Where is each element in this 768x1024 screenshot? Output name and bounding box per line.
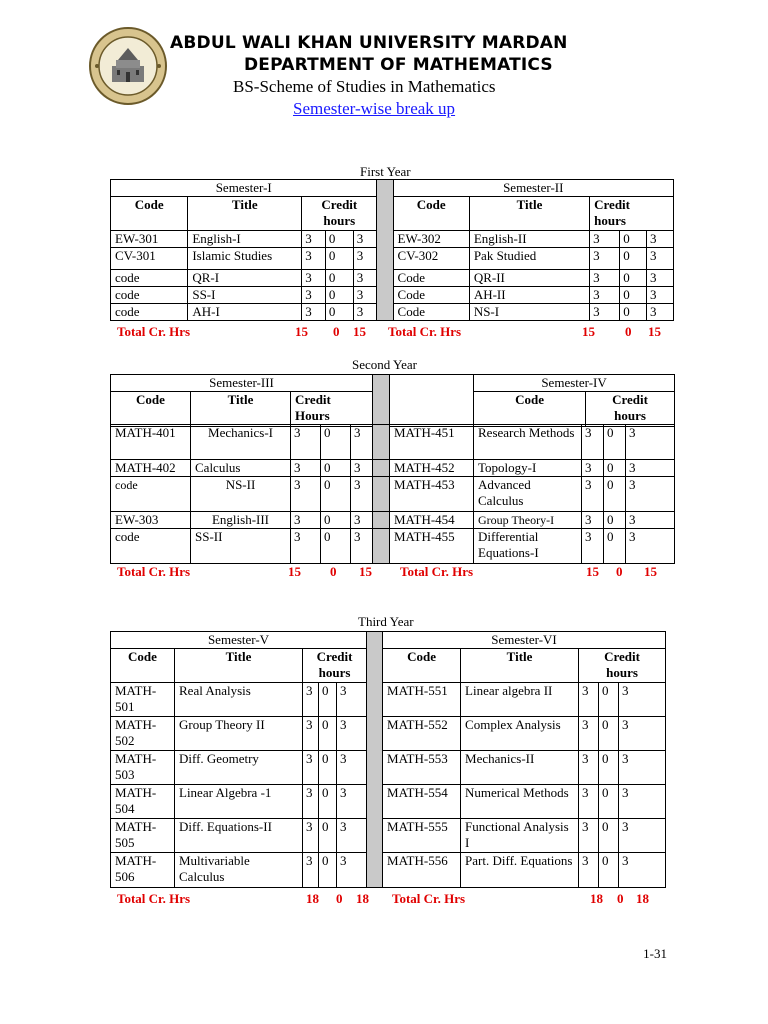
semester-header: Semester-VI: [383, 632, 666, 649]
table-row: EW-303 English-III 3 0 3 MATH-454 Group Theory-I 3 0 3: [111, 512, 675, 529]
title-header: Title: [191, 392, 291, 427]
schedule-table-first-year: [110, 179, 674, 321]
schedule-table-third-year: [110, 631, 666, 888]
table-row: code AH-I 3 0 3 Code NS-I 3 0 3: [111, 304, 674, 321]
table-row: MATH-501 Real Analysis 3 0 3 MATH-551 Linear algebra II 3 0 3: [111, 683, 666, 717]
department-name: DEPARTMENT OF MATHEMATICS: [244, 55, 553, 75]
code-header: Code: [111, 392, 191, 427]
title-header: Title: [469, 197, 589, 231]
column-divider: [367, 632, 383, 888]
semester-breakup-link[interactable]: Semester-wise break up: [293, 99, 456, 118]
university-name: ABDUL WALI KHAN UNIVERSITY MARDAN: [170, 33, 568, 53]
table-row: EW-301 English-I 3 0 3 EW-302 English-II 3 0 3: [111, 231, 674, 248]
table-row: CV-301 Islamic Studies 3 0 3 CV-302 Pak Studied 3 0 3: [111, 248, 674, 270]
code-header: Code: [111, 649, 175, 683]
column-divider: [373, 425, 390, 460]
table-row: MATH-505 Diff. Equations-II 3 0 3 MATH-555 Functional Analysis I 3 0 3: [111, 819, 666, 853]
university-seal-logo: [88, 26, 168, 106]
scheme-title: BS-Scheme of Studies in Mathematics: [233, 77, 496, 96]
year-heading: Third Year: [358, 614, 414, 629]
semester-header: Semester-IV: [474, 375, 675, 392]
semester-header: Semester-V: [111, 632, 367, 649]
credit-hours-header: Credit hours: [302, 197, 377, 231]
table-row: MATH-503 Diff. Geometry 3 0 3 MATH-553 Mechanics-II 3 0 3: [111, 751, 666, 785]
year-heading: Second Year: [352, 357, 417, 372]
table-row: MATH-502 Group Theory II 3 0 3 MATH-552 Complex Analysis 3 0 3: [111, 717, 666, 751]
code-header: Code: [111, 197, 188, 231]
table-row: code QR-I 3 0 3 Code QR-II 3 0 3: [111, 270, 674, 287]
credit-hours-header: Credit Hours: [291, 392, 373, 427]
title-header: Title: [461, 649, 579, 683]
credit-hours-header: Credit hours: [590, 197, 674, 231]
table-row: code SS-I 3 0 3 Code AH-II 3 0 3: [111, 287, 674, 304]
title-header: Title: [188, 197, 302, 231]
column-divider: [377, 180, 393, 321]
table-row: MATH-506 Multivariable Calculus 3 0 3 MATH-556 Part. Diff. Equations 3 0 3: [111, 853, 666, 888]
table-row: MATH-401 Mechanics-I 3 0 3 MATH-451 Research Methods 3 0 3: [111, 425, 675, 460]
title-header: Title: [175, 649, 303, 683]
schedule-table-second-year: [110, 374, 675, 427]
credit-hours-header: Credit hours: [579, 649, 666, 683]
table-row: MATH-402 Calculus 3 0 3 MATH-452 Topology-I 3 0 3: [111, 460, 675, 477]
semester-header: Semester-I: [111, 180, 377, 197]
credit-hours-header: Credit hours: [303, 649, 367, 683]
table-row: code SS-II 3 0 3 MATH-455 Differential Equations-I 3 0 3: [111, 529, 675, 564]
code-header: Code: [383, 649, 461, 683]
credit-hours-header: Credit hours: [586, 392, 675, 427]
table-row: code NS-II 3 0 3 MATH-453 Advanced Calculus 3 0 3: [111, 477, 675, 512]
page-number: 1-31: [643, 946, 667, 961]
semester-header: Semester-III: [111, 375, 373, 392]
year-heading: First Year: [360, 164, 411, 179]
schedule-table-second-year-body: [110, 424, 675, 564]
semester-header: Semester-II: [393, 180, 673, 197]
table-row: MATH-504 Linear Algebra -1 3 0 3 MATH-554 Numerical Methods 3 0 3: [111, 785, 666, 819]
code-header: Code: [393, 197, 469, 231]
code-header: Code: [474, 392, 586, 427]
column-divider: [373, 375, 390, 427]
